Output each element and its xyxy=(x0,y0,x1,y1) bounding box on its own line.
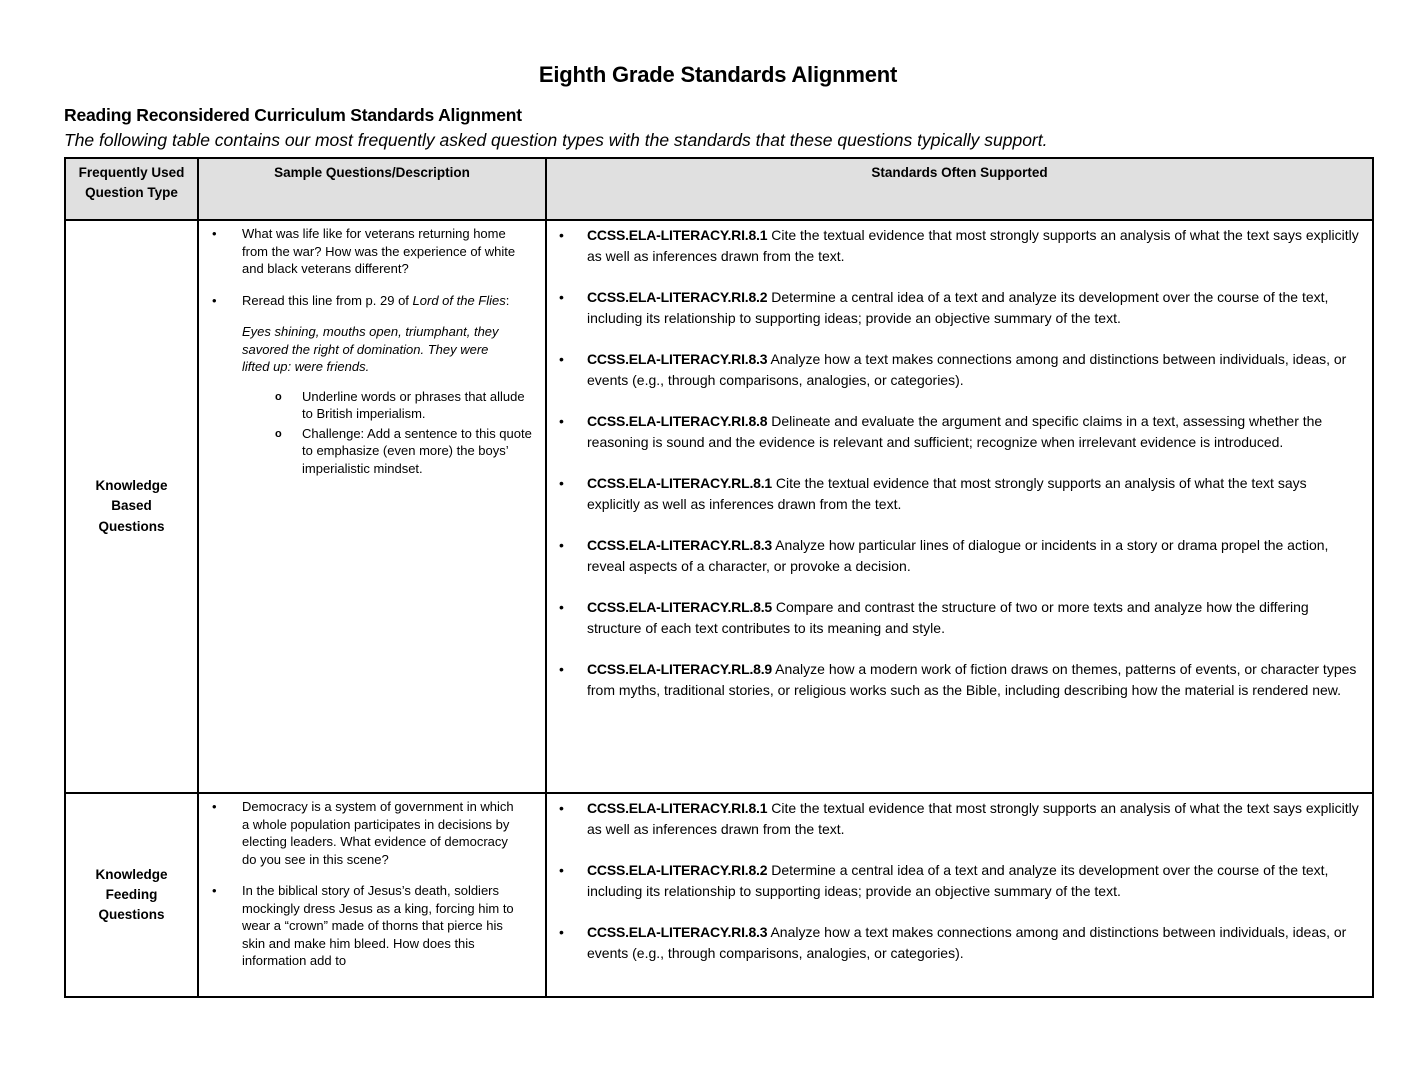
section-heading: Reading Reconsidered Curriculum Standards Alignment xyxy=(64,105,522,125)
standard-code: CCSS.ELA-LITERACY.RL.8.9 xyxy=(587,661,772,677)
sub-bullet-icon: o xyxy=(275,390,282,403)
sample-item xyxy=(199,292,545,310)
standards-list xyxy=(547,798,1372,964)
sample-questions-content xyxy=(199,221,545,792)
standard-code: CCSS.ELA-LITERACY.RI.8.8 xyxy=(587,413,768,429)
standard-item xyxy=(547,473,1372,515)
standard-code: CCSS.ELA-LITERACY.RI.8.1 xyxy=(587,227,768,243)
sample-text-run: In the biblical story of Jesus’s death, soldiers mockingly dress Jesus as a king, forcing him to wear a “crown” made of thorns that pierce his skin and make him bleed. How does this information add to xyxy=(242,883,514,968)
header-sample-questions: Sample Questions/Description xyxy=(198,158,546,220)
sample-text-run: Underline words or phrases that allude to British imperialism. xyxy=(302,388,525,421)
sample-text-run: Eyes shining, mouths open, triumphant, they savored the right of domination. They were lifted up: were friends. xyxy=(242,324,499,374)
table-row xyxy=(65,220,1373,793)
header-standards: Standards Often Supported xyxy=(546,158,1373,220)
table-header xyxy=(65,158,1373,220)
standard-description: Cite the textual evidence that most strongly supports an analysis of what the text says explicitly as well as inferences drawn from the text. xyxy=(587,227,1359,264)
bullet-icon: • xyxy=(559,475,564,491)
standard-code: CCSS.ELA-LITERACY.RI.8.1 xyxy=(587,800,768,816)
header-row xyxy=(65,158,1373,220)
standard-code: CCSS.ELA-LITERACY.RI.8.3 xyxy=(587,924,768,940)
bullet-icon: • xyxy=(559,537,564,553)
standard-code: CCSS.ELA-LITERACY.RI.8.2 xyxy=(587,289,768,305)
sample-item xyxy=(199,882,545,970)
standard-code: CCSS.ELA-LITERACY.RL.8.1 xyxy=(587,475,772,491)
bullet-icon: • xyxy=(559,800,564,816)
sample-item xyxy=(259,425,545,478)
standards-content xyxy=(547,794,1372,996)
standard-description: Analyze how a text makes connections among and distinctions between individuals, ideas, or events (e.g., through comparisons, analogies, or categories). xyxy=(587,351,1347,388)
sample-text-run: Challenge: Add a sentence to this quote to emphasize (even more) the boys’ imperialistic mindset. xyxy=(302,425,532,476)
bullet-icon: • xyxy=(559,289,564,305)
standards-content xyxy=(547,221,1372,792)
standard-item xyxy=(547,411,1372,453)
page-title: Eighth Grade Standards Alignment xyxy=(538,62,898,87)
bullet-icon: • xyxy=(559,862,564,878)
standard-item xyxy=(547,922,1372,964)
sample-text-run: : xyxy=(505,292,510,308)
standard-description: Analyze how a text makes connections among and distinctions between individuals, ideas, or events (e.g., through comparisons, analogies, or categories). xyxy=(587,924,1347,961)
standard-item xyxy=(547,798,1372,840)
sample-text-run: Democracy is a system of government in which a whole population participates in decisions by electing leaders. What evidence of democracy do you see in this scene? xyxy=(242,799,514,867)
header-question-type: Frequently Used Question Type xyxy=(65,158,198,220)
standard-code: CCSS.ELA-LITERACY.RL.8.3 xyxy=(587,537,772,553)
bullet-icon: • xyxy=(559,351,564,367)
standard-item xyxy=(547,860,1372,902)
standard-item xyxy=(547,349,1372,391)
bullet-icon: • xyxy=(559,227,564,243)
standard-description: Analyze how a modern work of fiction draws on themes, patterns of events, or character types from myths, traditional stories, or religious works such as the Bible, including describing how the material is rendered new. xyxy=(587,661,1357,698)
intro-text: The following table contains our most frequently asked question types with the standards that these questions typically support. xyxy=(64,130,1048,150)
question-type-label: Knowledge Based Questions xyxy=(95,478,168,534)
bullet-icon: • xyxy=(212,883,217,898)
sample-questions-cell xyxy=(198,793,546,997)
question-type-label: Knowledge Feeding Questions xyxy=(95,866,168,923)
sub-bullet-icon: o xyxy=(275,427,282,440)
standard-description: Determine a central idea of a text and analyze its development over the course of the text, including its relationship to supporting ideas; provide an objective summary of the text. xyxy=(587,862,1329,899)
standard-description: Cite the textual evidence that most strongly supports an analysis of what the text says explicitly as well as inferences drawn from the text. xyxy=(587,475,1307,512)
bullet-icon: • xyxy=(212,292,217,308)
standard-description: Analyze how particular lines of dialogue or incidents in a story or drama propel the action, reveal aspects of a character, or provoke a decision. xyxy=(587,537,1329,574)
sample-item xyxy=(259,388,545,423)
sample-questions-list xyxy=(199,798,545,970)
sample-questions-cell xyxy=(198,220,546,793)
standards-list xyxy=(547,225,1372,701)
question-type-cell xyxy=(65,793,198,997)
sample-item xyxy=(199,798,545,868)
standard-item xyxy=(547,535,1372,577)
question-type-cell xyxy=(65,220,198,793)
standard-code: CCSS.ELA-LITERACY.RL.8.5 xyxy=(587,599,772,615)
standard-description: Delineate and evaluate the argument and specific claims in a text, assessing whether the reasoning is sound and the evidence is relevant and sufficient; recognize when irrelevant evidence is introduced. xyxy=(587,413,1323,450)
standards-alignment-table xyxy=(64,157,1374,998)
standard-item xyxy=(547,659,1372,701)
standard-code: CCSS.ELA-LITERACY.RI.8.2 xyxy=(587,862,768,878)
table-body xyxy=(65,220,1373,997)
standard-description: Compare and contrast the structure of two or more texts and analyze how the differing structure of each text contributes to its meaning and style. xyxy=(587,599,1309,636)
sample-item xyxy=(199,323,545,376)
sample-questions-content xyxy=(199,794,545,996)
sample-questions-list xyxy=(199,225,545,477)
standard-description: Determine a central idea of a text and analyze its development over the course of the text, including its relationship to supporting ideas; provide an objective summary of the text. xyxy=(587,289,1329,326)
bullet-icon: • xyxy=(559,924,564,940)
bullet-icon: • xyxy=(212,799,217,814)
table-row xyxy=(65,793,1373,997)
bullet-icon: • xyxy=(212,226,217,241)
sample-text-run: Reread this line from p. 29 of xyxy=(242,292,413,308)
standard-item xyxy=(547,225,1372,267)
bullet-icon: • xyxy=(559,599,564,615)
bullet-icon: • xyxy=(559,661,564,677)
standard-code: CCSS.ELA-LITERACY.RI.8.3 xyxy=(587,351,768,367)
standards-cell xyxy=(546,793,1373,997)
bullet-icon: • xyxy=(559,413,564,429)
standard-item xyxy=(547,597,1372,639)
sample-text-run: Lord of the Flies xyxy=(412,292,506,308)
sample-item xyxy=(199,225,545,278)
standard-item xyxy=(547,287,1372,329)
sample-text-run: What was life like for veterans returning home from the war? How was the experience of white and black veterans different? xyxy=(242,226,516,276)
standard-description: Cite the textual evidence that most strongly supports an analysis of what the text says explicitly as well as inferences drawn from the text. xyxy=(587,800,1359,837)
standards-cell xyxy=(546,220,1373,793)
